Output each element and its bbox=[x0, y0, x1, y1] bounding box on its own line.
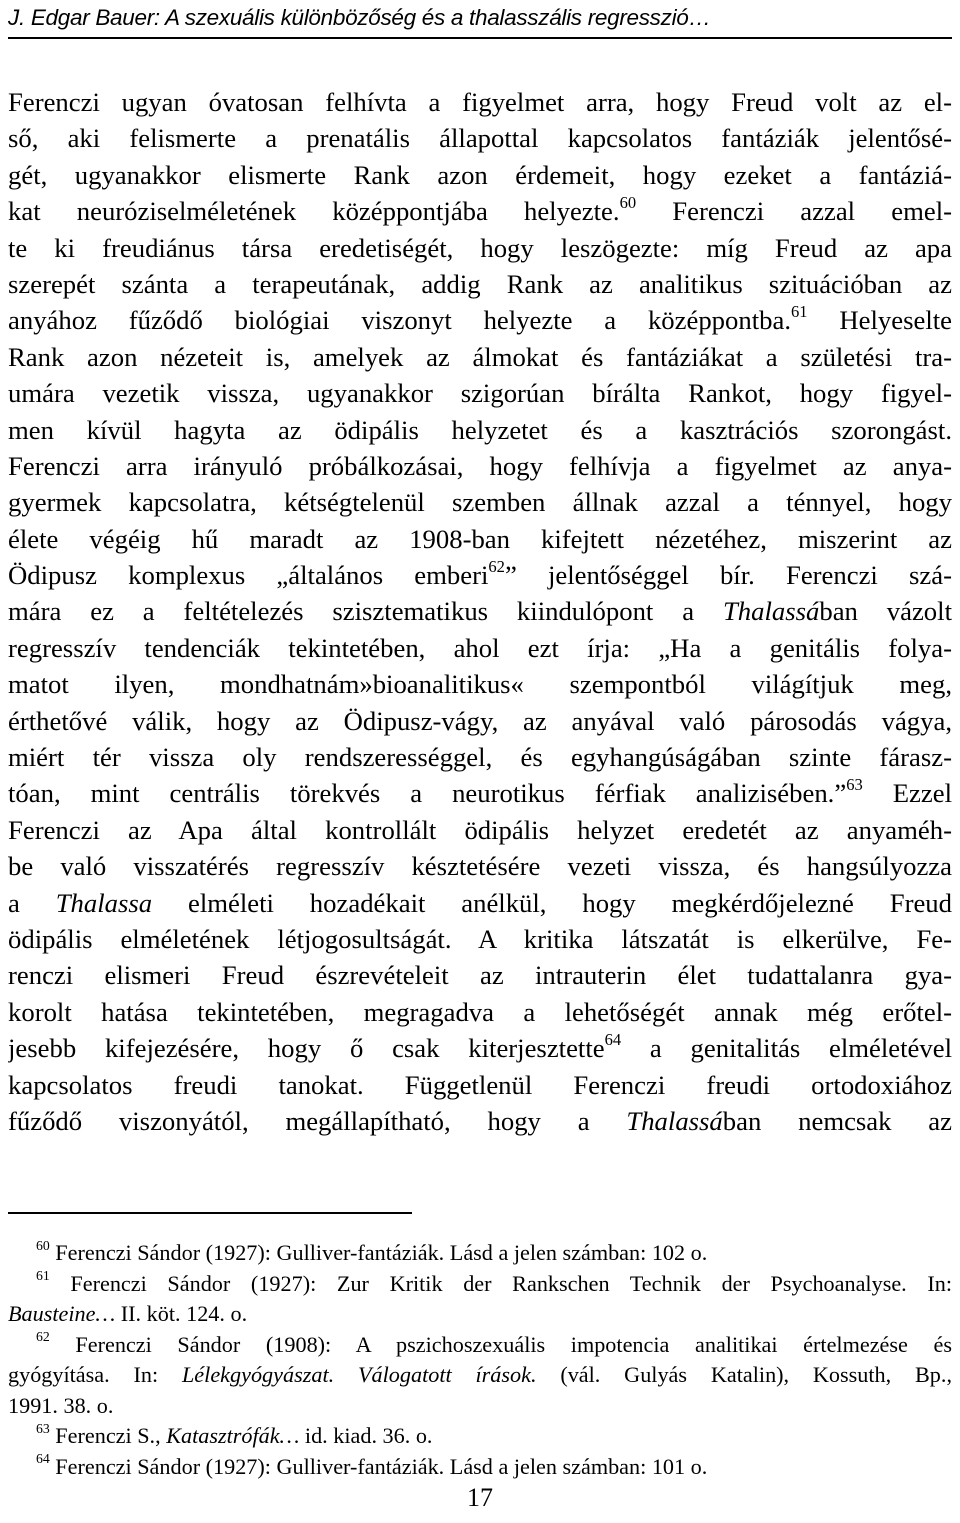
footnote-ref: 64 bbox=[604, 1030, 622, 1049]
footnote-line bbox=[8, 1391, 952, 1422]
italic-title: Thalassá bbox=[722, 596, 820, 627]
body-line bbox=[8, 339, 952, 375]
text-run: umára vezetik vissza, ugyanakkor szigorúan bírálta Rankot, hogy figyel- bbox=[8, 378, 952, 409]
header-rule bbox=[8, 37, 952, 39]
footnote-rule bbox=[8, 1212, 412, 1214]
text-run: ödipális elméletének létjogosultságát. A kritika látszatát is elkerülve, Fe- bbox=[8, 923, 952, 954]
body-line bbox=[8, 739, 952, 775]
text-run: gyógyítása. In: bbox=[8, 1362, 182, 1387]
text-run: miért tér vissza oly rendszerességgel, és egyhangúságában szinte fárasz- bbox=[8, 742, 952, 773]
text-run: Ferenczi Sándor (1908): A pszichoszexuális impotencia analitikai értelmezése és bbox=[75, 1331, 952, 1357]
italic-title: Bausteine… bbox=[8, 1301, 116, 1326]
body-line bbox=[8, 994, 952, 1030]
text-run: renczi elismeri Freud észrevételeit az intrauterin élet tudattalanra gya- bbox=[8, 960, 952, 991]
text-run: a bbox=[8, 887, 56, 918]
text-run: jesebb kifejezésére, hogy ő csak kiterjesztette bbox=[8, 1033, 605, 1064]
body-line bbox=[8, 557, 952, 593]
body-line bbox=[8, 775, 952, 811]
footnote-line bbox=[8, 1421, 952, 1452]
footnote-line bbox=[8, 1452, 952, 1483]
text-run: Ferenczi azzal emel- bbox=[636, 196, 952, 227]
body-line bbox=[8, 703, 952, 739]
text-run: Ferenczi ugyan óvatosan felhívta a figyelmet arra, hogy Freud volt az el- bbox=[8, 87, 952, 117]
footnote-64 bbox=[8, 1452, 952, 1483]
text-run: élete végéig hű maradt az 1908-ban kifejtett nézetéhez, miszerint az bbox=[8, 523, 952, 554]
text-run: II. köt. 124. o. bbox=[115, 1301, 248, 1326]
body-line bbox=[8, 630, 952, 666]
body-line bbox=[8, 484, 952, 520]
body-line bbox=[8, 193, 952, 229]
body-line bbox=[8, 957, 952, 993]
body-line bbox=[8, 812, 952, 848]
body-line bbox=[8, 885, 952, 921]
text-run: ” jelentőséggel bír. Ferenczi szá- bbox=[504, 560, 952, 591]
text-run: id. kiad. 36. o. bbox=[299, 1423, 433, 1448]
footnote-number: 63 bbox=[36, 1421, 50, 1436]
body-line bbox=[8, 230, 952, 266]
text-run: fűződő viszonyától, megállapítható, hogy a bbox=[8, 1105, 627, 1136]
footnotes bbox=[8, 1238, 952, 1482]
footnote-number: 64 bbox=[36, 1451, 50, 1467]
body-line bbox=[8, 521, 952, 557]
text-run: te ki freudiánus társa eredetiségét, hogy leszögezte: míg Freud az apa bbox=[8, 232, 952, 263]
footnote-number: 61 bbox=[36, 1268, 50, 1284]
text-run: Ödipusz komplexus „általános emberi bbox=[8, 560, 489, 591]
text-run: Helyeselte bbox=[807, 305, 952, 336]
text-run: anyához fűződő biológiai viszonyt helyezte a középpontba. bbox=[8, 305, 791, 336]
text-run: Ferenczi Sándor (1927): Gulliver-fantáziák. Lásd a jelen számban: 102 o. bbox=[55, 1240, 708, 1265]
body-line bbox=[8, 266, 952, 302]
body-line bbox=[8, 412, 952, 448]
text-run: Ferenczi arra irányuló próbálkozásai, hogy felhívja a figyelmet az anya- bbox=[8, 450, 952, 481]
footnote-ref: 61 bbox=[791, 302, 808, 321]
footnote-number: 60 bbox=[36, 1238, 50, 1253]
body-line bbox=[8, 375, 952, 411]
text-run: szerepét szánta a terapeutának, addig Rank az analitikus szituációban az bbox=[8, 268, 952, 299]
italic-title: Thalassá bbox=[626, 1105, 723, 1136]
footnote-line bbox=[8, 1269, 952, 1300]
italic-title: Lélekgyógyászat. Válogatott írások. bbox=[181, 1362, 537, 1387]
footnote-60 bbox=[8, 1238, 952, 1269]
footnote-63 bbox=[8, 1421, 952, 1452]
italic-title: Thalassa bbox=[55, 887, 153, 918]
text-run: be való visszatérés regresszív késztetésére vezeti vissza, és hangsúlyozza bbox=[8, 851, 952, 882]
body-line bbox=[8, 120, 952, 156]
italic-title: Katasztrófák… bbox=[166, 1423, 300, 1448]
footnote-line bbox=[8, 1330, 952, 1361]
text-run: a genitalitás elméletével bbox=[621, 1033, 952, 1064]
footnote-62 bbox=[8, 1330, 952, 1422]
text-run: 1991. 38. o. bbox=[8, 1392, 114, 1418]
text-run: Ferenczi S., bbox=[55, 1423, 167, 1448]
text-run: Ferenczi Sándor (1927): Gulliver-fantáziák. Lásd a jelen számban: 101 o. bbox=[55, 1453, 708, 1479]
body-line bbox=[8, 157, 952, 193]
body-line bbox=[8, 593, 952, 629]
footnote-ref: 63 bbox=[846, 775, 863, 795]
body-line bbox=[8, 921, 952, 957]
body-line bbox=[8, 448, 952, 484]
body-line bbox=[8, 848, 952, 884]
text-run: gét, ugyanakkor elismerte Rank azon érdemeit, hogy ezeket a fantáziá- bbox=[8, 159, 952, 190]
body-line bbox=[8, 1030, 952, 1066]
text-run: korolt hatása tekintetében, megragadva a lehetőségét annak még erőtel- bbox=[8, 996, 952, 1027]
footnote-line bbox=[8, 1360, 952, 1391]
text-run: gyermek kapcsolatra, kétségtelenül szemben állnak azzal a ténnyel, hogy bbox=[8, 487, 952, 518]
text-run: Rank azon nézeteit is, amelyek az álmokat és fantáziákat a születési tra- bbox=[8, 341, 952, 372]
footnote-61 bbox=[8, 1269, 952, 1330]
text-run: mára ez a feltételezés szisztematikus kiindulópont a bbox=[8, 596, 723, 627]
text-run: ban vázolt bbox=[819, 596, 952, 627]
text-run: kat neuróziselméletének középpontjába helyezte. bbox=[8, 196, 620, 227]
text-run: elméleti hozadékait anélkül, hogy megkérdőjelezné Freud bbox=[152, 887, 952, 918]
text-run: Ezzel bbox=[862, 778, 952, 809]
text-run: (vál. Gulyás Katalin), Kossuth, Bp., bbox=[536, 1362, 952, 1387]
body-line bbox=[8, 1067, 952, 1103]
running-head: J. Edgar Bauer: A szexuális különbözőség és a thalasszális regresszió… bbox=[8, 5, 711, 30]
footnote-number: 62 bbox=[36, 1329, 50, 1345]
body-line bbox=[8, 302, 952, 338]
text-run: tóan, mint centrális törekvés a neurotikus férfiak analizisében.” bbox=[8, 778, 847, 809]
text-run: ban nemcsak az bbox=[722, 1105, 952, 1136]
body-text bbox=[8, 84, 952, 1139]
body-line bbox=[8, 84, 952, 120]
body-line bbox=[8, 666, 952, 702]
footnote-ref: 60 bbox=[619, 193, 637, 212]
text-run: men kívül hagyta az ödipális helyzetet és a kasztrációs szorongást. bbox=[8, 414, 952, 445]
text-run: Ferenczi Sándor (1927): Zur Kritik der Rankschen Technik der Psychoanalyse. In: bbox=[70, 1270, 952, 1296]
footnote-line bbox=[8, 1299, 952, 1330]
text-run: regresszív tendenciák tekintetében, ahol ezt írja: „Ha a genitális folya- bbox=[8, 632, 952, 663]
text-run: ső, aki felismerte a prenatális állapottal kapcsolatos fantáziák jelentősé- bbox=[8, 123, 952, 154]
page-number: 17 bbox=[467, 1483, 493, 1512]
text-run: kapcsolatos freudi tanokat. Függetlenül Ferenczi freudi ortodoxiához bbox=[8, 1069, 952, 1100]
text-run: érthetővé válik, hogy az Ödipusz-vágy, az anyával való párosodás vágya, bbox=[8, 705, 952, 736]
text-run: matot ilyen, mondhatnám»bioanalitikus« szempontból világítjuk meg, bbox=[8, 669, 952, 700]
footnote-ref: 62 bbox=[488, 557, 505, 576]
text-run: Ferenczi az Apa által kontrollált ödipális helyzet eredetét az anyaméh- bbox=[8, 814, 952, 845]
footnote-line bbox=[8, 1238, 952, 1269]
body-line bbox=[8, 1103, 952, 1139]
